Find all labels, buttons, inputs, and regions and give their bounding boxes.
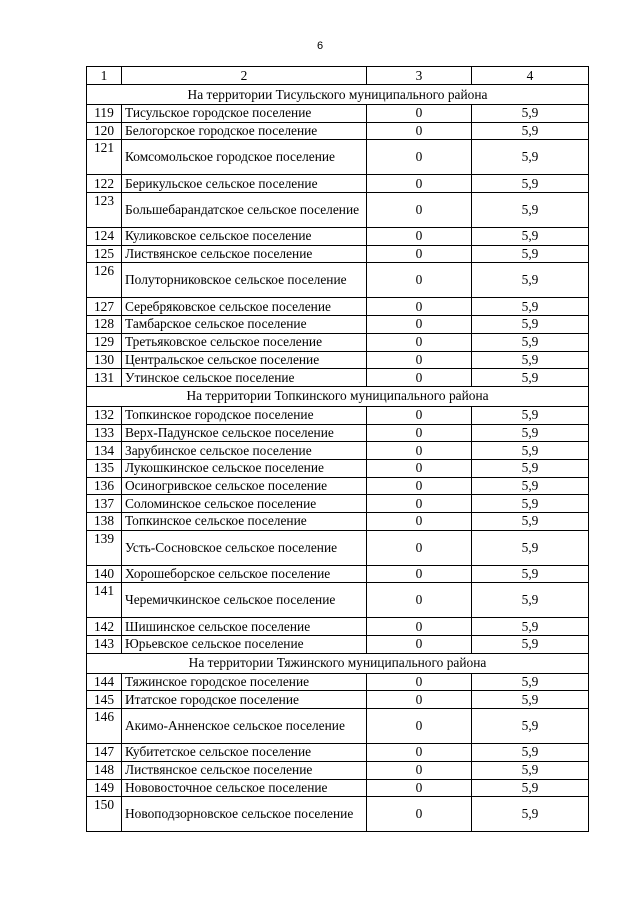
column-3-value: 0 [367,193,472,228]
section-title: На территории Тяжинского муниципального района [87,653,589,673]
settlement-name: Полуторниковское сельское поселение [122,263,367,298]
row-number: 137 [87,495,122,513]
column-3-value: 0 [367,263,472,298]
row-number: 121 [87,140,122,175]
settlement-name: Черемичкинское сельское поселение [122,583,367,618]
section-title: На территории Топкинского муниципального района [87,386,589,406]
row-number: 123 [87,193,122,228]
row-number: 145 [87,691,122,709]
column-3-value: 0 [367,316,472,334]
row-number: 138 [87,513,122,531]
column-3-value: 0 [367,459,472,477]
settlement-name: Белогорское городское поселение [122,122,367,140]
table-row [87,442,589,460]
row-number: 149 [87,779,122,797]
column-3-value: 0 [367,565,472,583]
column-4-value: 5,9 [472,406,589,424]
page-number: 6 [316,40,324,52]
table-row [87,245,589,263]
row-number: 144 [87,673,122,691]
column-4-value: 5,9 [472,513,589,531]
column-4-value: 5,9 [472,797,589,832]
settlement-name: Осиногривское сельское поселение [122,477,367,495]
table-row [87,709,589,744]
column-4-value: 5,9 [472,495,589,513]
settlement-name: Кубитетское сельское поселение [122,744,367,762]
row-number: 139 [87,530,122,565]
row-number: 120 [87,122,122,140]
column-4-value: 5,9 [472,530,589,565]
row-number: 147 [87,744,122,762]
table-body [87,67,589,832]
settlement-name: Берикульское сельское поселение [122,175,367,193]
column-4-value: 5,9 [472,122,589,140]
column-3-value: 0 [367,351,472,369]
settlements-table [86,66,589,832]
table-row [87,228,589,246]
table-row [87,691,589,709]
column-4-value: 5,9 [472,298,589,316]
column-3-value: 0 [367,477,472,495]
table-row [87,636,589,654]
settlement-name: Тисульское городское поселение [122,105,367,123]
row-number: 150 [87,797,122,832]
column-3-value: 0 [367,442,472,460]
settlement-name: Юрьевское сельское поселение [122,636,367,654]
column-3-value: 0 [367,105,472,123]
row-number: 142 [87,618,122,636]
column-3-value: 0 [367,618,472,636]
table-row [87,193,589,228]
settlement-name: Тамбарское сельское поселение [122,316,367,334]
table-row [87,424,589,442]
column-4-value: 5,9 [472,263,589,298]
column-4-value: 5,9 [472,761,589,779]
table-row [87,351,589,369]
table-row [87,797,589,832]
table-row [87,513,589,531]
section-header-row [87,386,589,406]
table-row [87,316,589,334]
column-3-value: 0 [367,333,472,351]
settlement-name: Листвянское сельское поселение [122,761,367,779]
settlement-name: Соломинское сельское поселение [122,495,367,513]
column-3-value: 0 [367,583,472,618]
row-number: 141 [87,583,122,618]
table-row [87,530,589,565]
row-number: 134 [87,442,122,460]
column-3-value: 0 [367,228,472,246]
row-number: 127 [87,298,122,316]
settlement-name: Комсомольское городское поселение [122,140,367,175]
row-number: 148 [87,761,122,779]
row-number: 132 [87,406,122,424]
column-3-value: 0 [367,245,472,263]
row-number: 130 [87,351,122,369]
row-number: 119 [87,105,122,123]
column-3-value: 0 [367,495,472,513]
row-number: 131 [87,369,122,387]
row-number: 124 [87,228,122,246]
column-3-value: 0 [367,406,472,424]
column-3-value: 0 [367,298,472,316]
column-4-value: 5,9 [472,140,589,175]
settlement-name: Новоподзорновское сельское поселение [122,797,367,832]
column-4-value: 5,9 [472,709,589,744]
table-row [87,298,589,316]
settlement-name: Итатское городское поселение [122,691,367,709]
row-number: 140 [87,565,122,583]
table-row [87,406,589,424]
column-3-value: 0 [367,424,472,442]
settlement-name: Топкинское городское поселение [122,406,367,424]
column-4-value: 5,9 [472,565,589,583]
settlement-name: Шишинское сельское поселение [122,618,367,636]
settlement-name: Листвянское сельское поселение [122,245,367,263]
table-row [87,140,589,175]
header-col-1: 1 [87,67,122,85]
table-row [87,175,589,193]
row-number: 126 [87,263,122,298]
table-row [87,369,589,387]
table-row [87,333,589,351]
row-number: 133 [87,424,122,442]
column-3-value: 0 [367,122,472,140]
column-4-value: 5,9 [472,193,589,228]
column-3-value: 0 [367,636,472,654]
column-3-value: 0 [367,797,472,832]
row-number: 146 [87,709,122,744]
column-3-value: 0 [367,779,472,797]
settlement-name: Хорошеборское сельское поселение [122,565,367,583]
column-4-value: 5,9 [472,105,589,123]
row-number: 135 [87,459,122,477]
column-4-value: 5,9 [472,459,589,477]
column-3-value: 0 [367,530,472,565]
table-row [87,477,589,495]
table-row [87,105,589,123]
row-number: 136 [87,477,122,495]
row-number: 125 [87,245,122,263]
column-3-value: 0 [367,175,472,193]
column-4-value: 5,9 [472,351,589,369]
table-row [87,459,589,477]
settlement-name: Утинское сельское поселение [122,369,367,387]
settlement-name: Серебряковское сельское поселение [122,298,367,316]
row-number: 122 [87,175,122,193]
column-4-value: 5,9 [472,673,589,691]
column-3-value: 0 [367,744,472,762]
column-3-value: 0 [367,513,472,531]
table-row [87,618,589,636]
settlement-name: Усть-Сосновское сельское поселение [122,530,367,565]
column-4-value: 5,9 [472,744,589,762]
header-col-2: 2 [122,67,367,85]
table-row [87,565,589,583]
table-row [87,744,589,762]
column-4-value: 5,9 [472,583,589,618]
column-4-value: 5,9 [472,618,589,636]
table-row [87,761,589,779]
settlement-name: Зарубинское сельское поселение [122,442,367,460]
column-3-value: 0 [367,369,472,387]
settlement-name: Большебарандатское сельское поселение [122,193,367,228]
column-4-value: 5,9 [472,636,589,654]
header-col-4: 4 [472,67,589,85]
settlement-name: Тяжинское городское поселение [122,673,367,691]
column-3-value: 0 [367,673,472,691]
settlement-name: Третьяковское сельское поселение [122,333,367,351]
settlement-name: Топкинское сельское поселение [122,513,367,531]
section-title: На территории Тисульского муниципального района [87,85,589,105]
settlement-name: Лукошкинское сельское поселение [122,459,367,477]
column-4-value: 5,9 [472,316,589,334]
column-4-value: 5,9 [472,691,589,709]
table-row [87,673,589,691]
table-header-row [87,67,589,85]
column-4-value: 5,9 [472,442,589,460]
settlement-name: Куликовское сельское поселение [122,228,367,246]
column-4-value: 5,9 [472,477,589,495]
column-4-value: 5,9 [472,779,589,797]
column-4-value: 5,9 [472,424,589,442]
column-4-value: 5,9 [472,333,589,351]
table-row [87,583,589,618]
settlement-name: Нововосточное сельское поселение [122,779,367,797]
table-row [87,122,589,140]
column-4-value: 5,9 [472,369,589,387]
table-row [87,495,589,513]
column-4-value: 5,9 [472,175,589,193]
table-row [87,779,589,797]
row-number: 128 [87,316,122,334]
column-4-value: 5,9 [472,228,589,246]
header-col-3: 3 [367,67,472,85]
column-3-value: 0 [367,140,472,175]
column-4-value: 5,9 [472,245,589,263]
table-row [87,263,589,298]
section-header-row [87,653,589,673]
settlement-name: Верх-Падунское сельское поселение [122,424,367,442]
settlement-name: Центральское сельское поселение [122,351,367,369]
column-3-value: 0 [367,691,472,709]
column-3-value: 0 [367,761,472,779]
row-number: 143 [87,636,122,654]
settlement-name: Акимо-Анненское сельское поселение [122,709,367,744]
column-3-value: 0 [367,709,472,744]
row-number: 129 [87,333,122,351]
section-header-row [87,85,589,105]
